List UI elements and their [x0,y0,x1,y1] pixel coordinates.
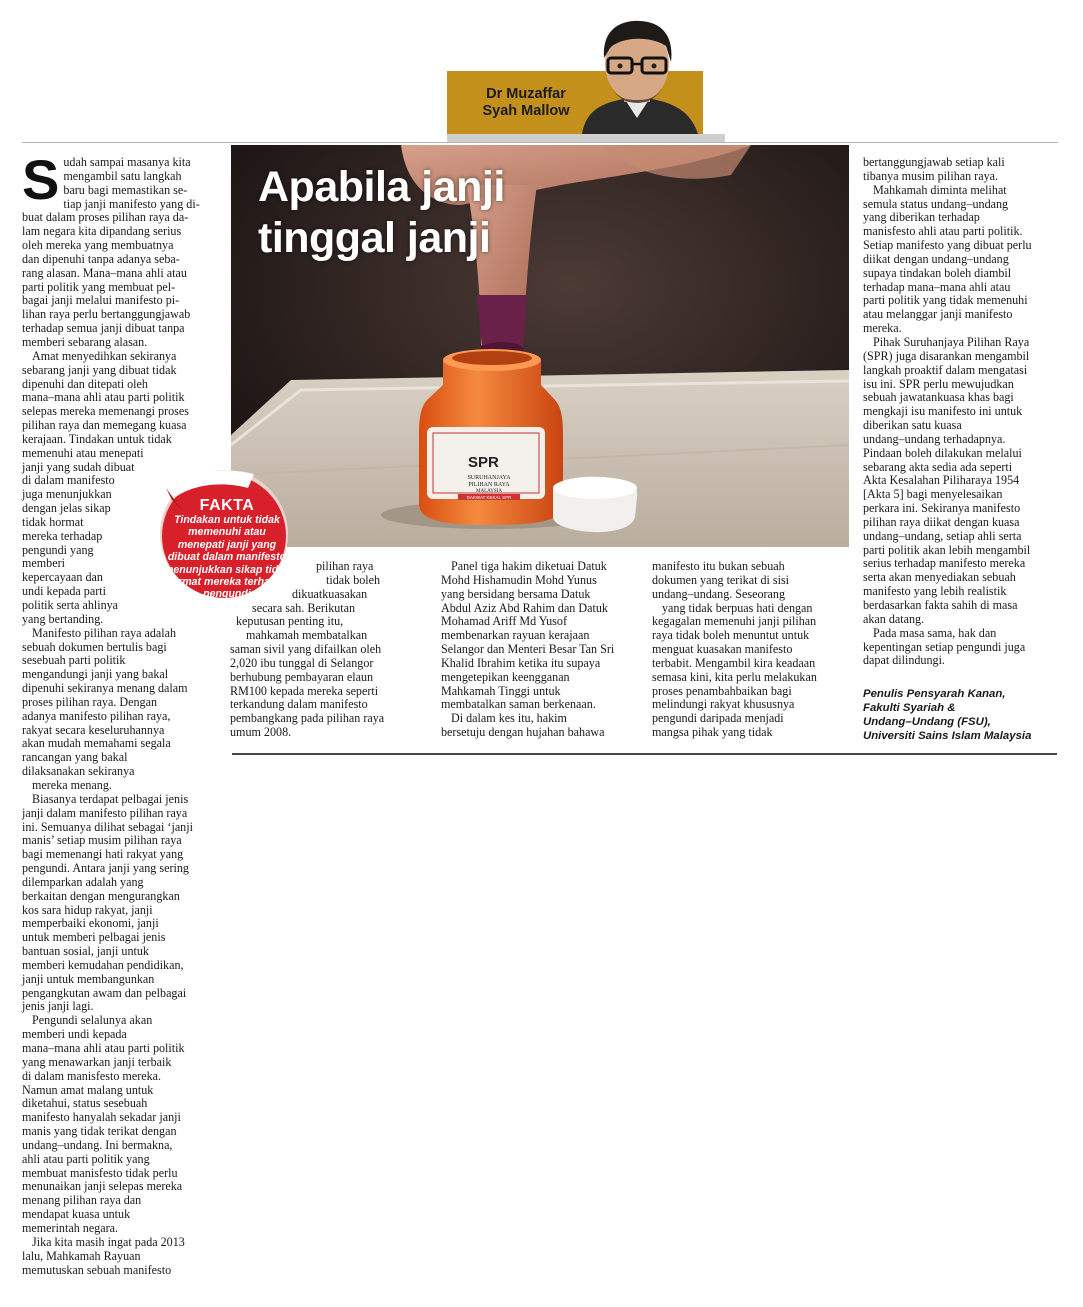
paragraph: bertanggungjawab setiap kali tibanya musim pilihan raya. [863,155,1005,183]
paragraph: manifesto itu bukan sebuah dokumen yang terikat di sisi undang–undang. Seseorang yang tidak berpuas hati dengan kegagalan memenuhi janji pilihan raya tidak boleh menuntut untuk menguat kuasakan manifesto terbabit. Mengambil kira keadaan semasa kini, kita perlu melakukan proses penambahbaikan bagi melindungi rakyat khususnya pengundi daripada menjadi mangsa pihak yang tidak [652,559,817,740]
paragraph: Panel tiga hakim diketuai Datuk Mohd Hishamudin Mohd Yunus yang bersidang bersama Datuk Abdul Aziz Abd Rahim dan Datuk Mohamad Ariff Md Yusof membenarkan rayuan kerajaan Selangor dan Menteri Besar Tan Sri Khalid Ibrahim ketika itu supaya mengetepikan keengganan Mahkamah Tinggi untuk membatalkan saman berkenaan. [441,559,615,712]
author-portrait [572,18,702,134]
header-rule [22,142,1058,143]
svg-text:SURUHANJAYA: SURUHANJAYA [467,475,511,481]
paragraph: Biasanya terdapat pelbagai jenis janji dalam manifesto pilihan raya ini. Semuanya dilihat sebagai ‘janji manis’ setiap musim pilihan raya bagi memenangi hati rakyat yang pengundi. Antara janji yang sering dilemparkan adalah yang berkaitan dengan mengurangkan kos sara hidup rakyat, janji memperbaiki ekonomi, janji untuk memberi pelbagai jenis bantuan sosial, janji untuk memberi kemudahan pendidikan, janji untuk membangunkan pengangkutan awam dan pelbagai jenis janji lagi. [22,791,193,1014]
paragraph: pilihan raya tidak boleh dikuatkuasakan secara sah. Berikutan keputusan penting itu, mahkamah membatalkan saman sivil yang difailkan oleh 2,020 ibu tunggal di Selangor berhubung pembayaran elaun RM100 kepada mereka seperti terkandung dalam manifesto pembangkang pada pilihan raya umum 2008. [230,559,385,740]
svg-text:DAKWAT KEKAL SPR: DAKWAT KEKAL SPR [466,495,512,500]
svg-text:MALAYSIA: MALAYSIA [476,489,502,494]
paragraph: udah sampai masanya kita mengambil satu langkah baru bagi memastikan se- tiap janji manifesto yang di- buat dalam proses pilihan raya da- lam negara kita dipandang serius oleh mereka yang membuatnya dan dipenuhi tanpa adanya seba- rang alasan. Mana–mana ahli atau parti politik yang membuat pel- bagai janji melalui manifesto pi- lihan raya perlu bertanggungjawab terhadap semua janji dibuat tanpa memberi sebarang alasan. [22,155,200,349]
article-column-2 [230,560,430,740]
headline: Apabila janji tinggal janji [258,163,505,262]
article-column-1 [22,148,214,1277]
paragraph: Di dalam kes itu, hakim bersetuju dengan hujahan bahawa [441,711,605,740]
dropcap: S [22,148,60,211]
article-column-4 [652,560,848,740]
header-accent-bar [447,134,725,142]
paragraph: Mahkamah diminta melihat semula status undang–undang yang diberikan terhadap manisfesto ahli atau parti politik. Setiap manifesto yang dibuat perlu diikat dengan undang–undang supaya tindakan boleh diambil terhadap mana–mana ahli atau parti politik yang tidak memenuhi atau melanggar janji manifesto mereka. [863,182,1032,336]
author-name: Dr Muzaffar Syah Mallow [482,86,570,119]
paragraph: Jika kita masih ingat pada 2013 lalu, Mahkamah Rayuan memutuskan sebuah manifesto [22,1234,185,1277]
article-column-5 [863,156,1059,744]
paragraph: Manifesto pilihan raya adalah sebuah dokumen bertulis bagi sesebuah parti politik mengandungi janji yang bakal dipenuhi sekiranya menang dalam proses pilihan raya. Dengan adanya manifesto pilihan raya, rakyat secara keseluruhannya akan mudah memahami segala rancangan yang bakal dilaksanakan sekiranya mereka menang. [22,625,188,792]
paragraph: Pada masa sama, hak dan kepentingan setiap pengundi juga dapat dilindungi. [863,625,1026,668]
paragraph: Amat menyedihkan sekiranya sebarang janji yang dibuat tidak dipenuhi dan ditepati oleh mana–mana ahli atau parti politik selepas mereka memenangi proses pilihan raya dan memegang kuasa kerajaan. Tindakan untuk tidak memenuhi atau menepati janji yang sudah dibuat di dalam manifesto juga menunjukkan dengan jelas sikap tidak hormat mereka terhadap pengundi yang memberi kepercayaan dan undi kepada parti politik serta ahlinya yang bertanding. [22,348,189,626]
fakta-text: Tindakan untuk tidak memenuhi atau menepati janji yang dibuat dalam manifesto menunjukkan sikap tidak hormat mereka terhadap pengundi [164,514,290,601]
article-column-3 [441,560,637,740]
writer-credit: Penulis Pensyarah Kanan, Fakulti Syariah & Undang–Undang (FSU), Universiti Sains Islam Malaysia [863,688,1032,742]
paragraph: Pengundi selalunya akan memberi undi kepada mana–mana ahli atau parti politik yang menawarkan janji terbaik di dalam manisfesto mereka. Namun amat malang untuk diketahui, status sesebuah manifesto hanyalah sekadar janji manis yang tidak terikat dengan undang–undang. Ini bermakna, ahli atau parti politik yang membuat manisfesto tidak perlu menunaikan janji selepas mereka menang pilihan raya dan mendapat kuasa untuk memerintah negara. [22,1013,185,1235]
paragraph: Pihak Suruhanjaya Pilihan Raya (SPR) juga disarankan mengambil langkah proaktif dalam mengatasi isu ini. SPR perlu mewujudkan sebuah jawatankuasa khas bagi mengkaji isu manifesto ini untuk diberikan satu kuasa undang–undang terhadapnya. Pindaan boleh dilakukan melalui sebarang akta sedia ada seperti Akta Kesalahan Piliharaya 1954 [Akta 5] bagi menyelesaikan perkara ini. Sekiranya manifesto pilihan raya diikat dengan kuasa undang–undang, setiap ahli serta parti politik akan lebih mengambil serius terhadap manifesto mereka serta akan menyediakan sebuah manifesto yang lebih realistik berdasarkan fakta sahih di masa akan datang. [863,334,1031,626]
bottom-rule [232,753,1057,755]
bottle-logo: SPR [468,454,499,471]
svg-text:PILIHAN RAYA: PILIHAN RAYA [468,482,510,488]
fakta-title: FAKTA [199,497,255,514]
